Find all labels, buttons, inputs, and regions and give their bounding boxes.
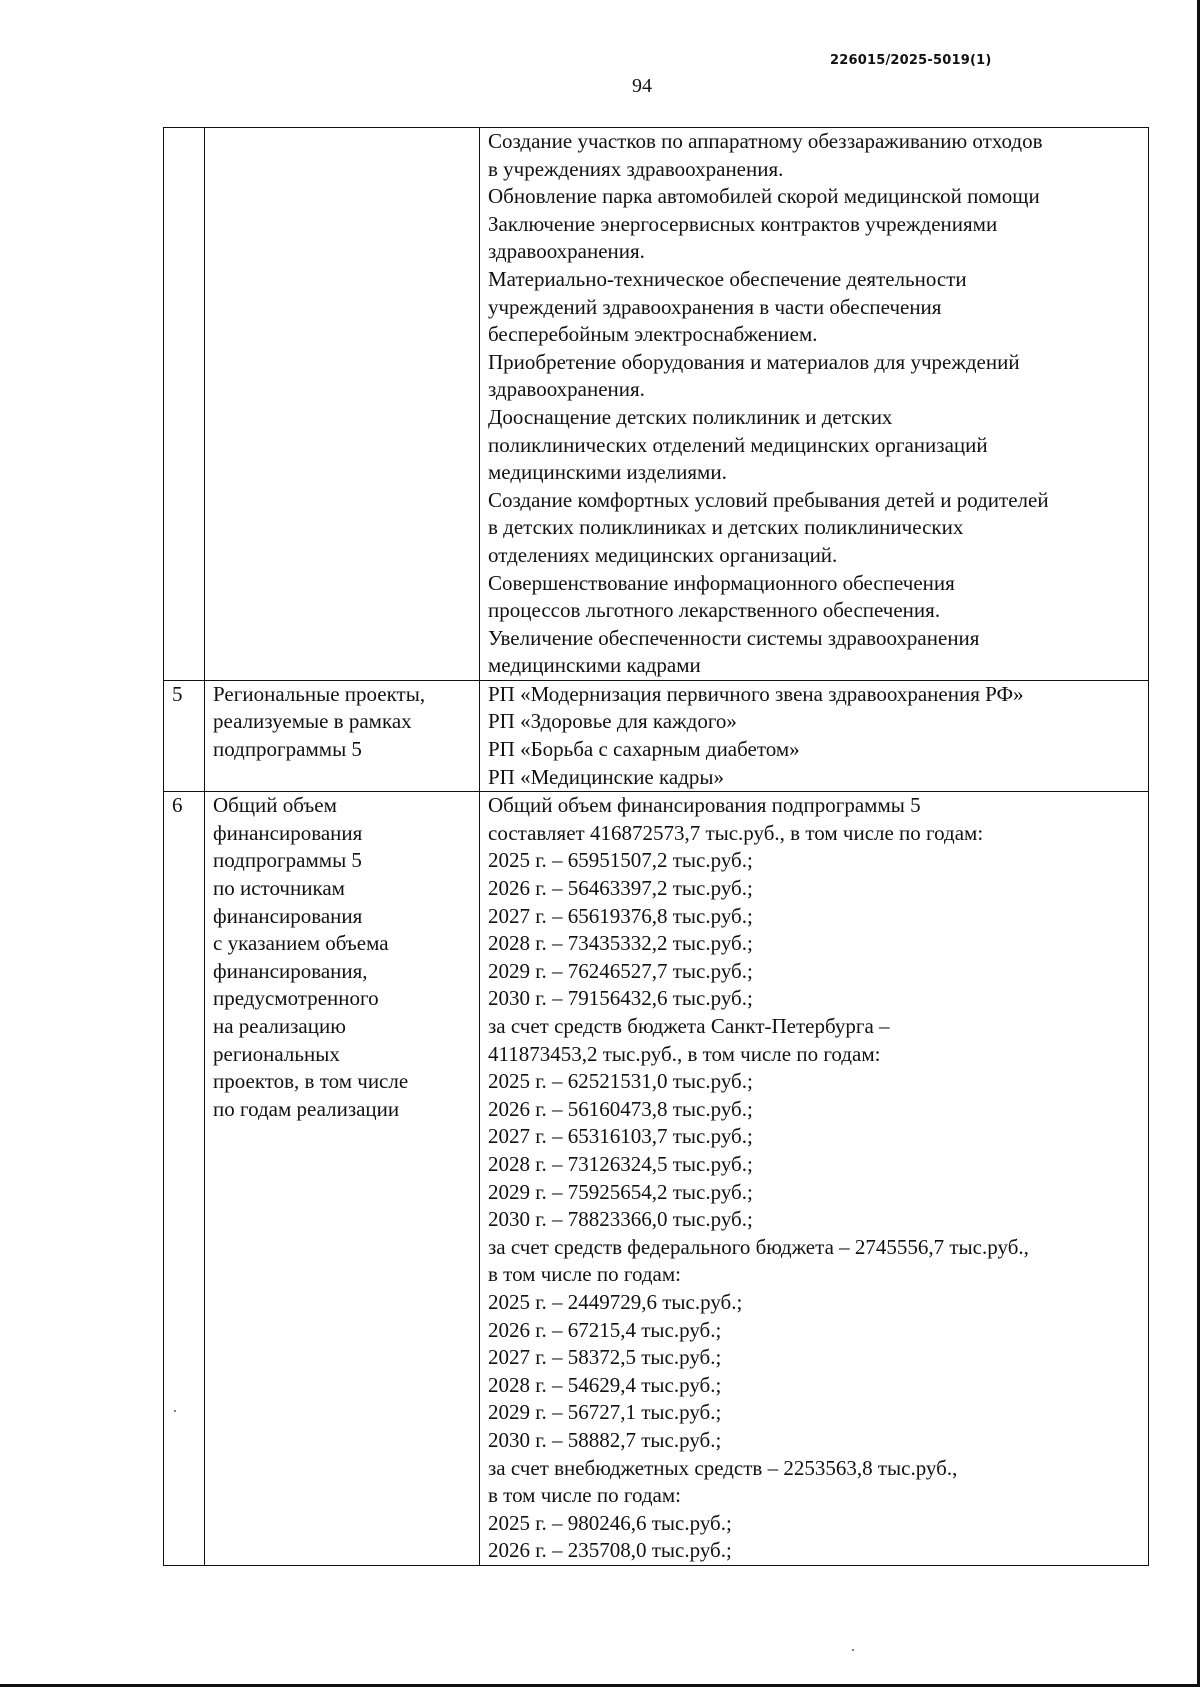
text-line: 2025 г. – 2449729,6 тыс.руб.;	[488, 1289, 743, 1314]
text-line: процессов льготного лекарственного обеспечения.	[488, 598, 941, 623]
text-line: 2028 г. – 54629,4 тыс.руб.;	[488, 1372, 722, 1397]
text-line: 2025 г. – 980246,6 тыс.руб.;	[488, 1510, 732, 1535]
text-line: 2030 г. – 58882,7 тыс.руб.;	[488, 1427, 722, 1452]
text-line: Общий объем финансирования подпрограммы 5	[488, 793, 921, 818]
text-line: составляет 416872573,7 тыс.руб., в том числе по годам:	[488, 820, 984, 845]
text-line: за счет средств федерального бюджета – 2745556,7 тыс.руб.,	[488, 1234, 1029, 1259]
text-line: предусмотренного	[213, 986, 379, 1011]
row-number-cell	[164, 680, 205, 791]
text-line: 2026 г. – 56160473,8 тыс.руб.;	[488, 1096, 753, 1121]
text-line: 2025 г. – 65951507,2 тыс.руб.;	[488, 848, 753, 873]
text-line: региональных	[213, 1041, 340, 1066]
row-number: 6	[172, 793, 183, 818]
text-line: 2027 г. – 58372,5 тыс.руб.;	[488, 1345, 722, 1370]
text-line: медицинскими кадрами	[488, 653, 701, 678]
text-line: за счет средств бюджета Санкт-Петербурга –	[488, 1014, 890, 1038]
table-row	[164, 792, 1149, 1566]
text-line: здравоохранения.	[488, 377, 645, 402]
text-line: Материально-техническое обеспечение деятельности	[488, 266, 967, 291]
text-line: в том числе по годам:	[488, 1483, 681, 1508]
text-line: поликлинических отделений медицинских организаций	[488, 432, 988, 457]
text-line: 2029 г. – 56727,1 тыс.руб.;	[488, 1400, 722, 1425]
text-line: реализуемые в рамках	[213, 709, 412, 734]
text-line: РП «Здоровье для каждого»	[488, 709, 737, 734]
text-line: в том числе по годам:	[488, 1262, 681, 1287]
text-line: 2026 г. – 56463397,2 тыс.руб.;	[488, 876, 753, 901]
text-line: 2027 г. – 65619376,8 тыс.руб.;	[488, 903, 753, 928]
text-line: 2030 г. – 79156432,6 тыс.руб.;	[488, 986, 753, 1011]
text-line: финансирования	[213, 820, 363, 845]
text-line: в детских поликлиниках и детских поликлинических	[488, 515, 964, 540]
row-name-cell	[205, 680, 480, 791]
text-line: Приобретение оборудования и материалов для учреждений	[488, 349, 1020, 374]
text-line: 2025 г. – 62521531,0 тыс.руб.;	[488, 1069, 753, 1094]
row-number-cell	[164, 128, 205, 681]
text-line: отделениях медицинских организаций.	[488, 542, 838, 567]
text-line: Создание участков по аппаратному обеззараживанию отходов	[488, 129, 1043, 153]
text-line: 2029 г. – 75925654,2 тыс.руб.;	[488, 1179, 753, 1204]
row-content-cell	[480, 680, 1149, 791]
table-row	[164, 128, 1149, 681]
text-line: по источникам	[213, 876, 345, 901]
row-number-cell	[164, 792, 205, 1566]
text-line: 2029 г. – 76246527,7 тыс.руб.;	[488, 958, 753, 983]
text-line: с указанием объема	[213, 931, 389, 956]
text-line: РП «Модернизация первичного звена здравоохранения РФ»	[488, 681, 1024, 706]
scan-speck	[852, 1649, 854, 1651]
text-line: Общий объем	[213, 793, 337, 818]
text-line: Совершенствование информационного обеспечения	[488, 570, 955, 595]
text-line: подпрограммы 5	[213, 737, 362, 762]
text-line: Увеличение обеспеченности системы здравоохранения	[488, 625, 980, 650]
row-name-cell	[205, 128, 480, 681]
text-line: проектов, в том числе	[213, 1069, 409, 1094]
text-line: медицинскими изделиями.	[488, 460, 727, 485]
row-content-cell	[480, 792, 1149, 1566]
row-content-cell	[480, 128, 1149, 681]
text-line: 2028 г. – 73435332,2 тыс.руб.;	[488, 931, 753, 956]
text-line: 2030 г. – 78823366,0 тыс.руб.;	[488, 1207, 753, 1232]
page-number: 94	[632, 75, 652, 97]
text-line: Создание комфортных условий пребывания детей и родителей	[488, 487, 1049, 512]
text-line: Региональные проекты,	[213, 681, 426, 706]
text-line: Дооснащение детских поликлиник и детских	[488, 404, 893, 429]
text-line: 2026 г. – 67215,4 тыс.руб.;	[488, 1317, 722, 1342]
text-line: 2026 г. – 235708,0 тыс.руб.;	[488, 1538, 732, 1563]
text-line: учреждений здравоохранения в части обеспечения	[488, 294, 942, 319]
text-line: 2028 г. – 73126324,5 тыс.руб.;	[488, 1151, 753, 1176]
row-number: 5	[172, 681, 183, 706]
text-line: 2027 г. – 65316103,7 тыс.руб.;	[488, 1124, 753, 1149]
text-line: бесперебойным электроснабжением.	[488, 322, 818, 347]
passport-table	[163, 127, 1149, 1566]
text-line: РП «Медицинские кадры»	[488, 764, 725, 789]
text-line: подпрограммы 5	[213, 848, 362, 873]
text-line: РП «Борьба с сахарным диабетом»	[488, 737, 800, 762]
text-line: по годам реализации	[213, 1096, 400, 1121]
text-line: Обновление парка автомобилей скорой медицинской помощи	[488, 184, 1040, 209]
text-line: 411873453,2 тыс.руб., в том числе по годам:	[488, 1041, 881, 1066]
document-code: 226015/2025-5019(1)	[830, 53, 992, 68]
text-line: финансирования,	[213, 958, 368, 983]
text-line: финансирования	[213, 903, 363, 928]
row-name-cell	[205, 792, 480, 1566]
text-line: Заключение энергосервисных контрактов учреждениями	[488, 211, 998, 236]
text-line: на реализацию	[213, 1014, 346, 1038]
text-line: в учреждениях здравоохранения.	[488, 156, 784, 181]
text-line: здравоохранения.	[488, 239, 645, 264]
table-row	[164, 680, 1149, 791]
text-line: за счет внебюджетных средств – 2253563,8 тыс.руб.,	[488, 1455, 958, 1480]
